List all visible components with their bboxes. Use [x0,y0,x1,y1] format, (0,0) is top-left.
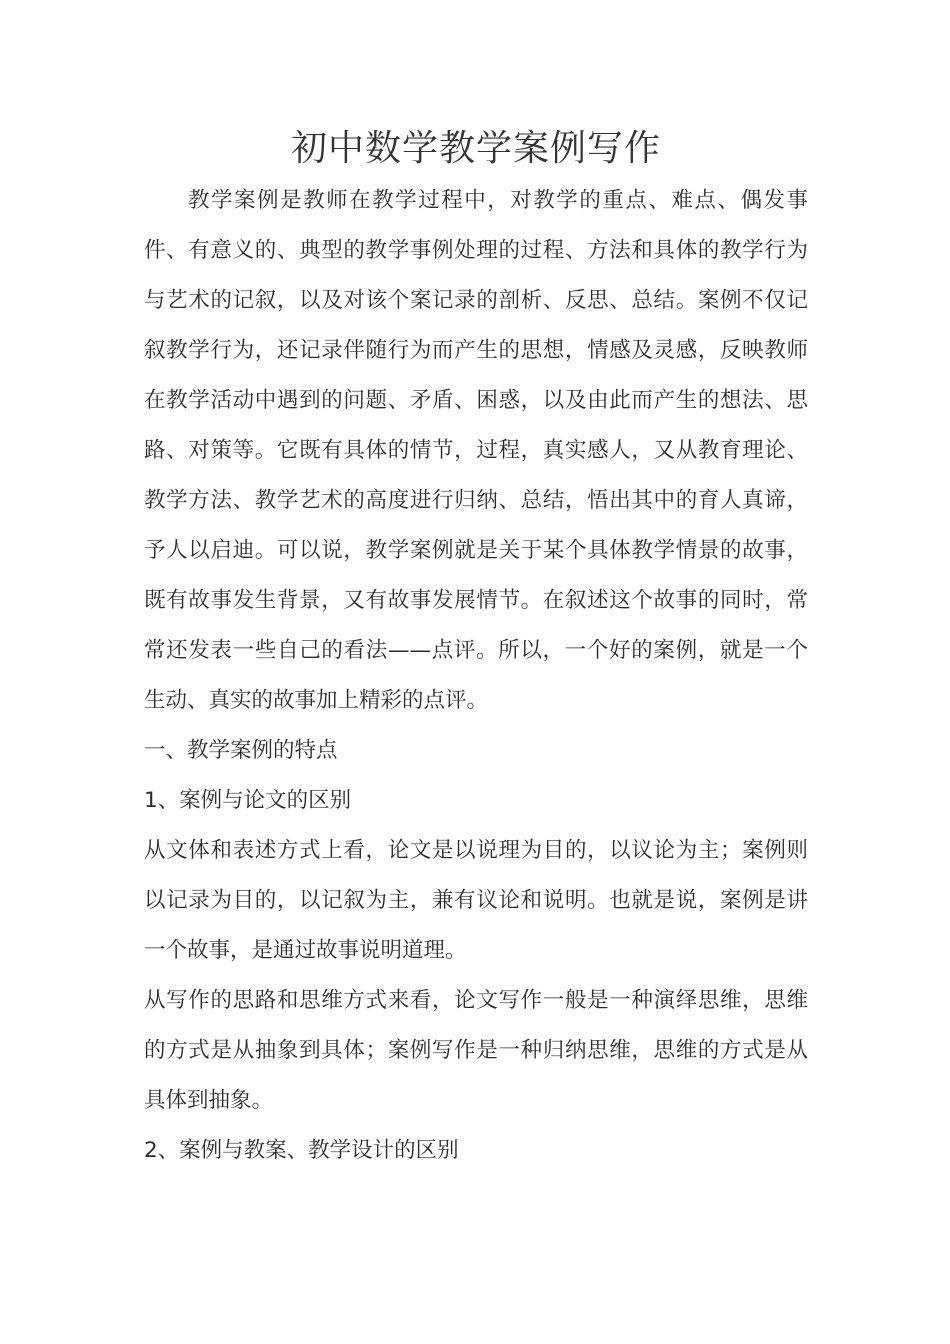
subsection-heading-case-vs-thesis: 1、案例与论文的区别 [144,788,352,813]
paragraph-thinking-comparison: 从写作的思路和思维方式来看，论文写作一般是一种演绎思维，思维的方式是从抽象到具体；案例写作是一种归纳思维，思维的方式是从具体到抽象。 [144,988,808,1113]
intro-paragraph: 教学案例是教师在教学过程中，对教学的重点、难点、偶发事件、有意义的、典型的教学事例处理的过程、方法和具体的教学行为与艺术的记叙，以及对该个案记录的剖析、反思、总结。案例不仅记叙教学行为，还记录伴随行为而产生的思想，情感及灵感，反映教师在教学活动中遇到的问题、矛盾、困惑，以及由此而产生的想法、思路、对策等。它既有具体的情节，过程，真实感人，又从教育理论、教学方法、教学艺术的高度进行归纳、总结，悟出其中的育人真谛，予人以启迪。可以说，教学案例就是关于某个具体教学情景的故事，既有故事发生背景，又有故事发展情节。在叙述这个故事的同时，常常还发表一些自己的看法——点评。所以，一个好的案例，就是一个生动、真实的故事加上精彩的点评。 [144,188,808,713]
subsection-heading-case-vs-lesson-plan: 2、案例与教案、教学设计的区别 [144,1138,459,1163]
document-page [144,122,808,1176]
paragraph-style-comparison: 从文体和表述方式上看，论文是以说理为目的，以议论为主；案例则以记录为目的，以记叙为主，兼有议论和说明。也就是说，案例是讲一个故事，是通过故事说明道理。 [144,838,808,963]
document-title: 初中数学教学案例写作 [290,128,661,169]
section-heading-features: 一、教学案例的特点 [144,738,338,763]
